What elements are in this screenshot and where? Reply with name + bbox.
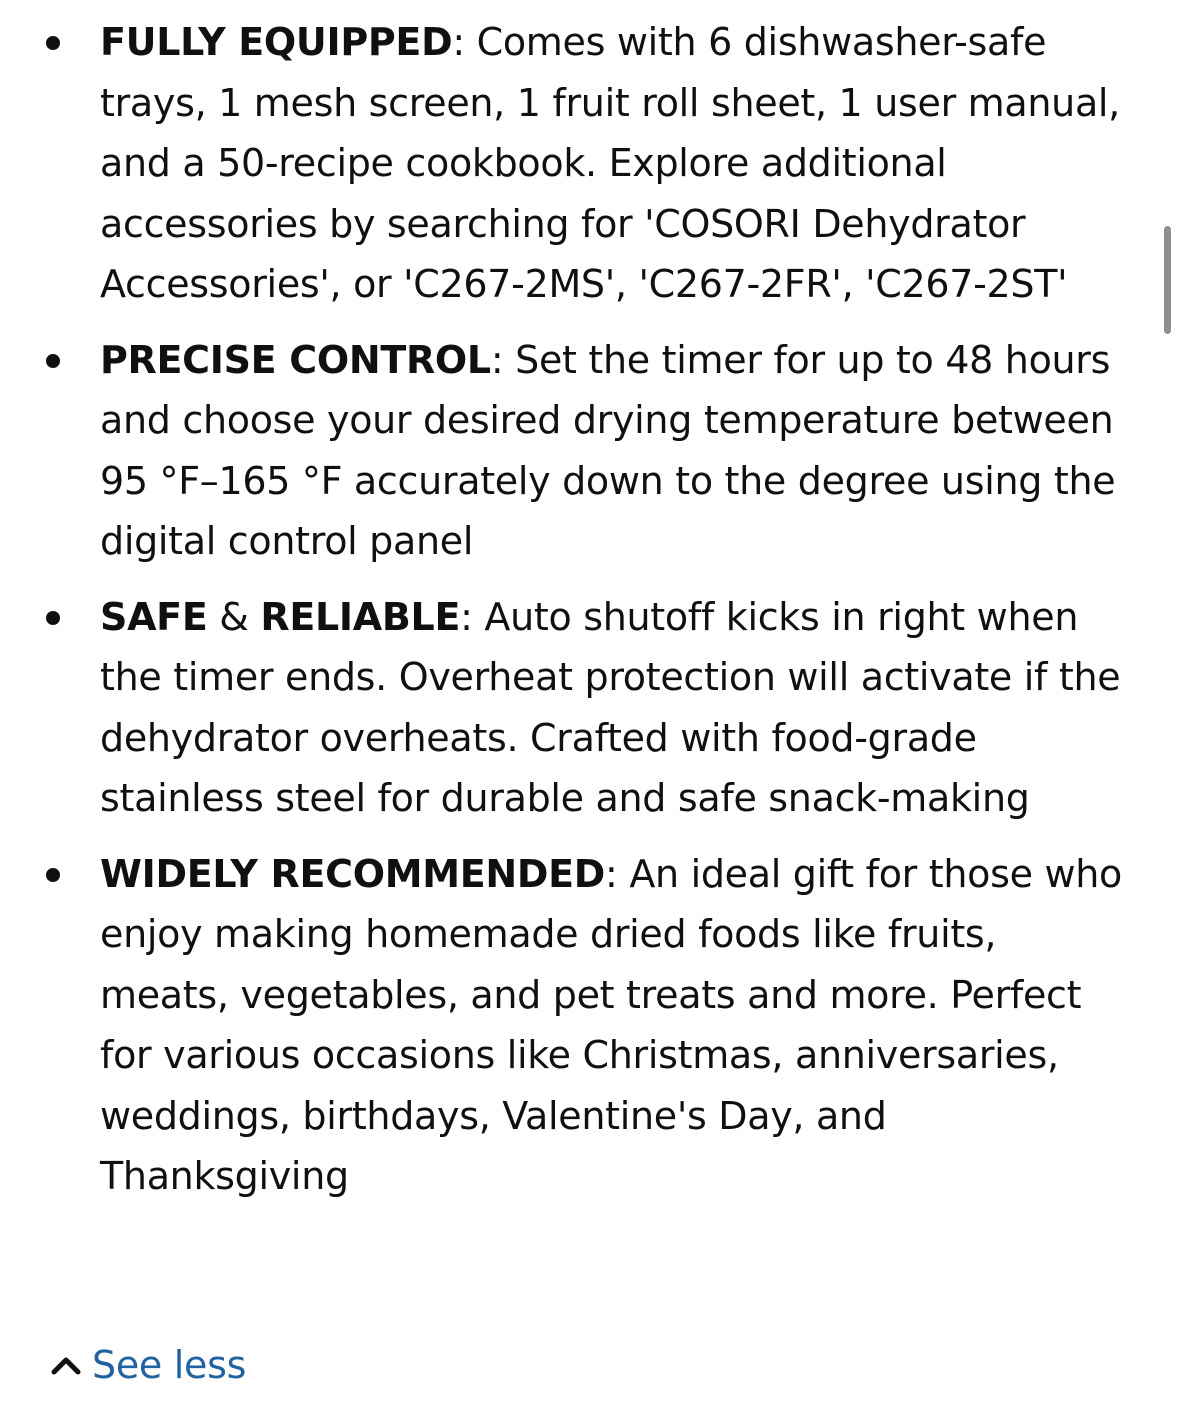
bullet-heading: FULLY EQUIPPED [100,20,453,64]
bullet-dot-icon [46,611,60,625]
bullet-dot-icon [46,354,60,368]
bullet-text: : Auto shutoff kicks in right when the timer ends. Overheat protection will activate if the dehydrator overheats. Crafted with food-grade stainless steel for durable and safe snack-making [100,594,1121,820]
bullet-heading-2: RELIABLE [260,594,461,639]
bullet-heading: SAFE [100,594,208,639]
see-less-label: See less [92,1343,247,1387]
bullet-text: : Set the timer for up to 48 hours and choose your desired drying temperature between 95 °F–165 °F accurately down to the degree using the digital control panel [100,337,1116,563]
scrollbar-thumb[interactable] [1164,226,1171,334]
feature-bullet-list [0,12,1160,1222]
see-less-link[interactable] [46,1335,246,1395]
bullet-heading: PRECISE CONTROL [100,337,491,382]
bullet-widely-recommended [0,844,1160,1207]
bullet-heading-amp: & [207,594,261,639]
bullet-dot-icon [46,868,60,882]
bullet-fully-equipped [0,12,1160,315]
bullet-text: : Comes with 6 dishwasher-safe trays, 1 mesh screen, 1 fruit roll sheet, 1 user manual, and a 50-recipe cookbook. Explore additional accessories by searching for 'COSORI Dehydrator Accessories', or 'C267-2MS', 'C267-2FR', 'C267-2ST' [100,20,1120,306]
bullet-precise-control [0,330,1160,572]
bullet-text: : An ideal gift for those who enjoy making homemade dried foods like fruits, meats, vegetables, and pet treats and more. Perfect for various occasions like Christmas, anniversaries, weddings, birthdays, Valentine's Day, and Thanksgiving [100,851,1122,1198]
chevron-up-icon [46,1350,86,1380]
bullet-heading: WIDELY RECOMMENDED [100,851,606,896]
bullet-dot-icon [46,36,60,50]
bullet-safe-reliable [0,587,1160,829]
